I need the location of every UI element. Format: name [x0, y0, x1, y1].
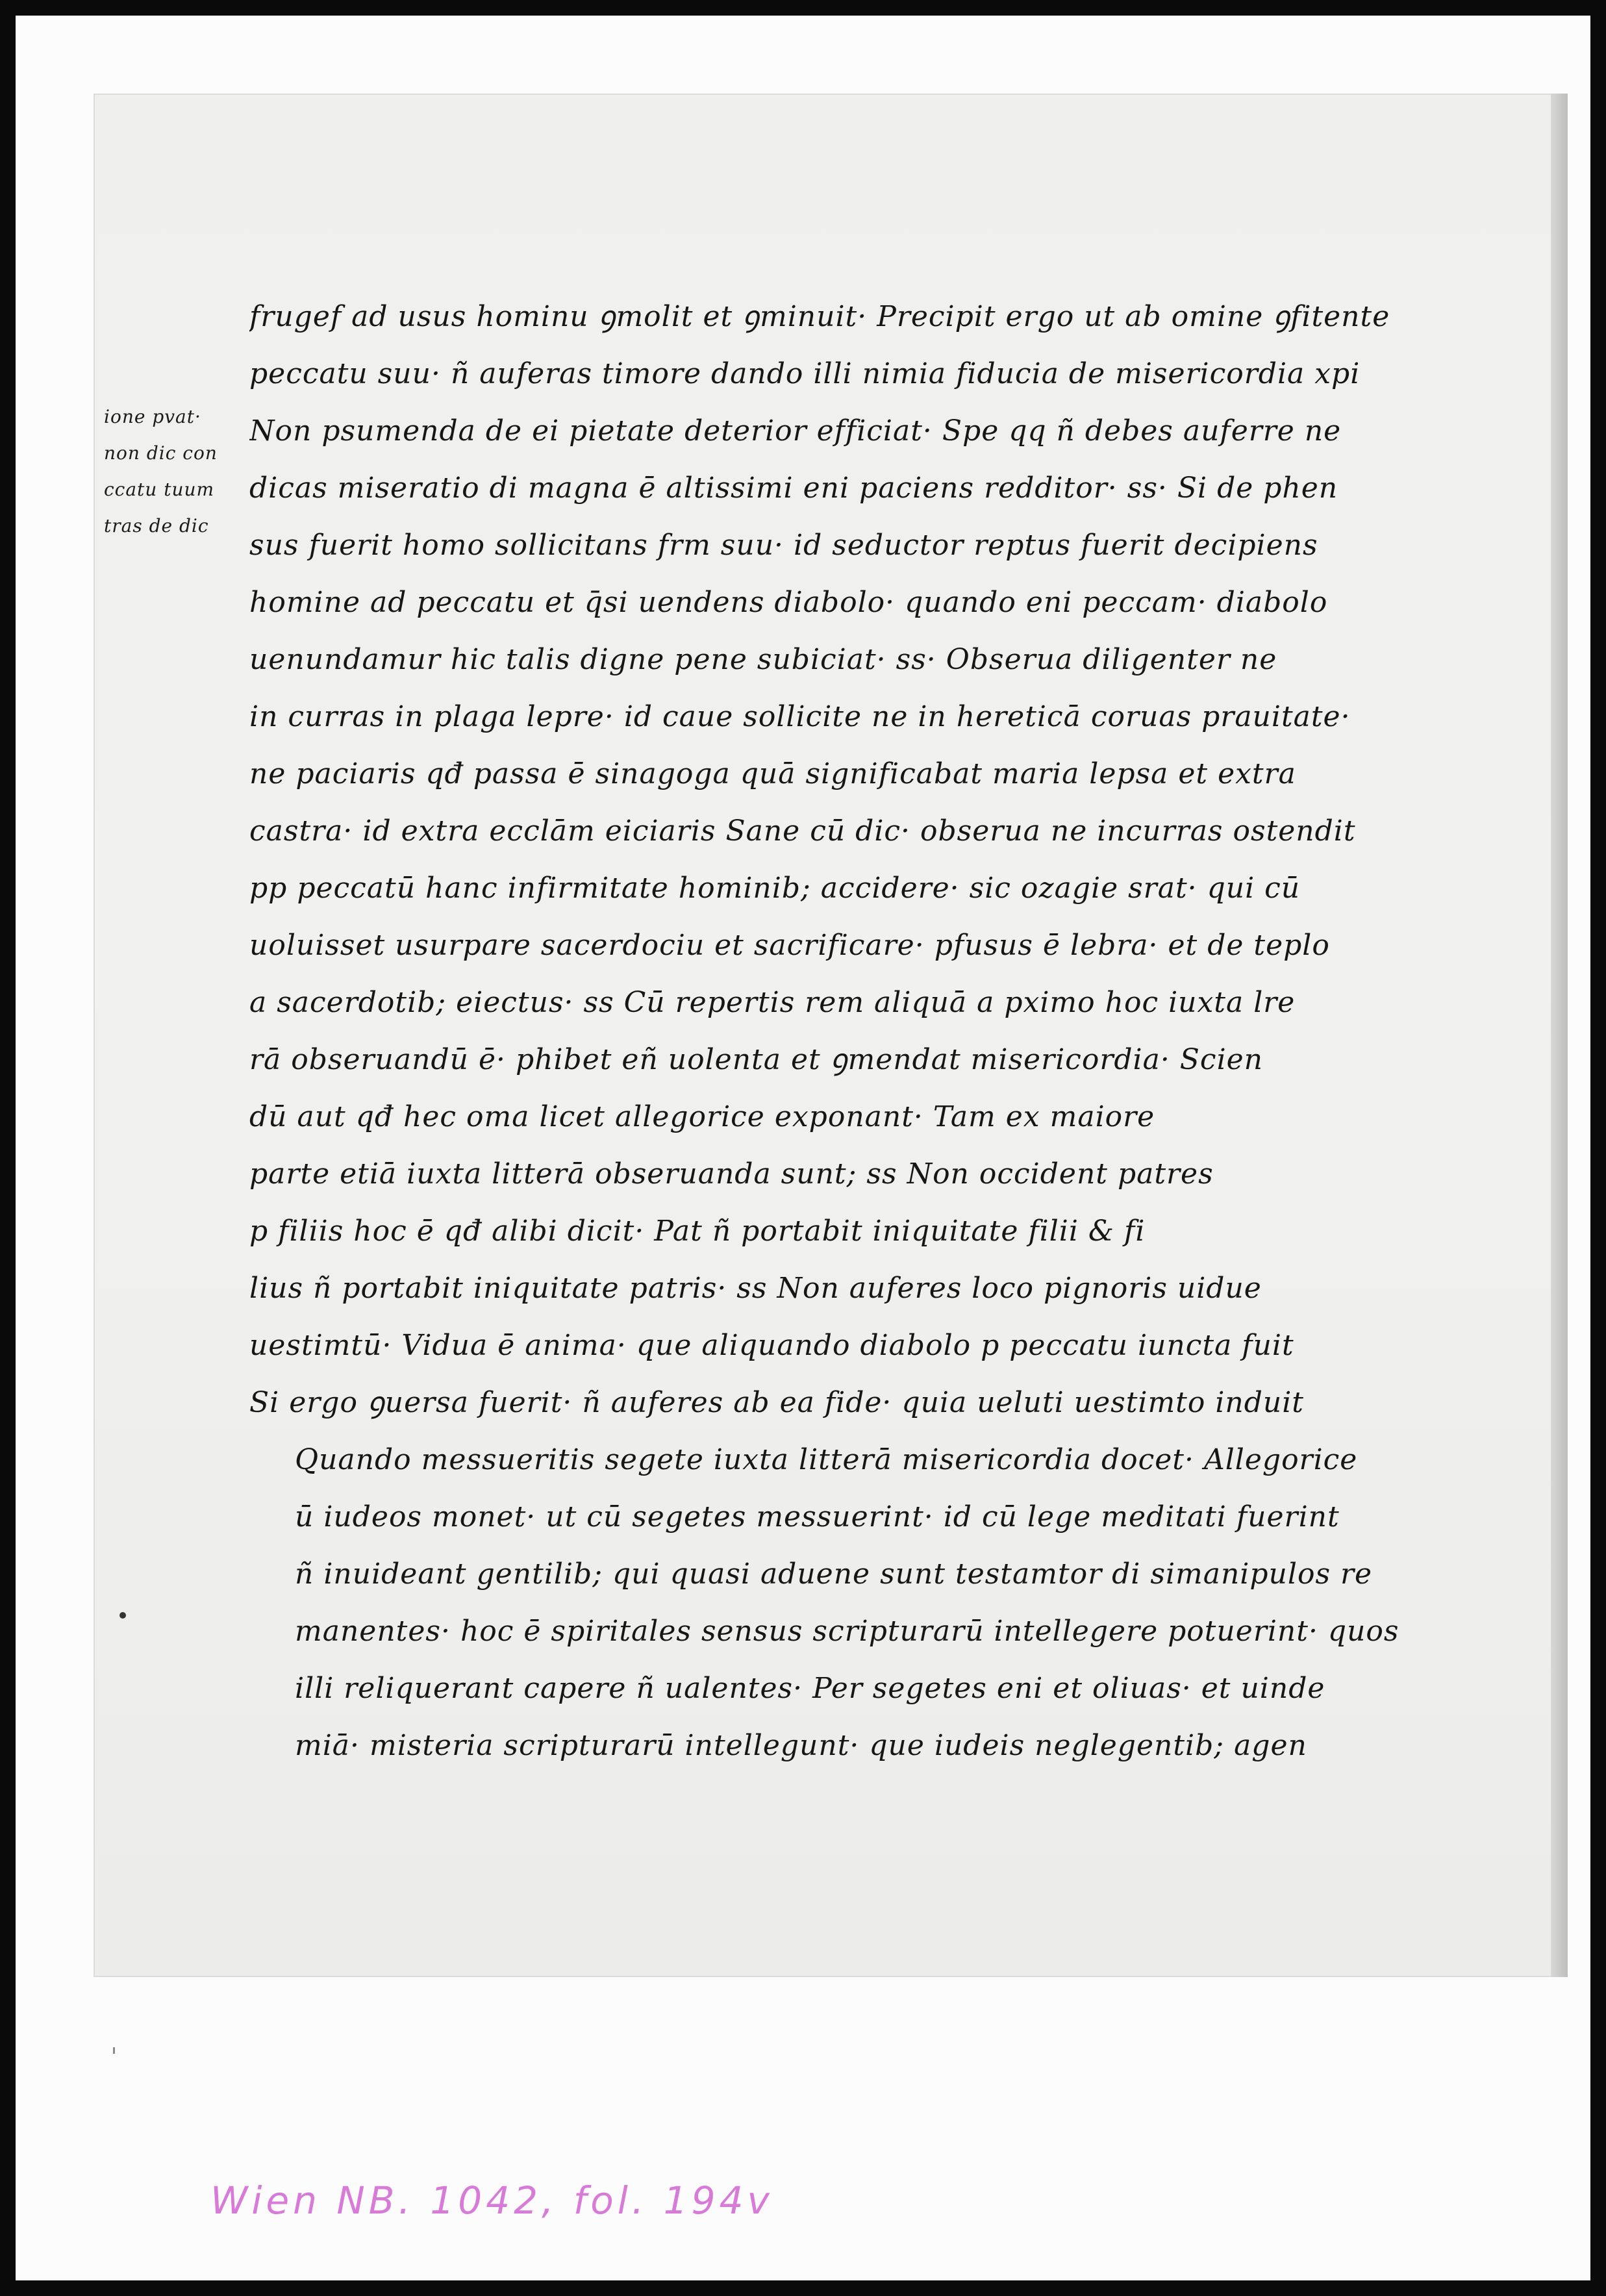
text-line: dū aut qđ hec oma licet allegorice exponant· Tam ex maiore [249, 1100, 1155, 1133]
manuscript-leaf [94, 94, 1568, 1977]
text-line: Si ergo ꝯuersa fuerit· ñ auferes ab ea fide· quia ueluti uestimto induit [249, 1386, 1304, 1419]
marginal-note-line: ccatu tuum [104, 479, 215, 500]
text-line: in curras in plaga lepre· id caue sollicite ne in hereticā coruas prauitate· [249, 700, 1351, 733]
text-line: illi reliquerant capere ñ ualentes· Per segetes eni et oliuas· et uinde [295, 1672, 1325, 1705]
text-line: uenundamur hic talis digne pene subiciat· ss· Obserua diligenter ne [249, 643, 1277, 676]
text-line: rā obseruandū ē· phibet eñ uolenta et ꝯmendat misericordia· Scien [249, 1043, 1264, 1076]
text-line: miā· misteria scripturarū intellegunt· que iudeis neglegentib; agen [295, 1729, 1307, 1762]
text-line: ñ inuideant gentilib; qui quasi aduene sunt testamtor di simanipulos re [295, 1558, 1373, 1591]
text-line: lius ñ portabit iniquitate patris· ss Non auferes loco pignoris uidue [249, 1272, 1262, 1305]
manuscript-text-block [249, 288, 1535, 1774]
marginal-note-line: ione pvat· [104, 406, 201, 427]
page-gutter [1551, 94, 1568, 1977]
marginal-note-line: tras de dic [104, 515, 209, 536]
text-line: castra· id extra ecclām eiciaris Sane cū dic· obserua ne incurras ostendit [249, 814, 1356, 848]
text-line: Quando messueritis segete iuxta litterā misericordia docet· Allegorice [295, 1443, 1358, 1476]
marginal-note-line: non dic con [104, 442, 218, 464]
text-line: Non psumenda de ei pietate deterior efficiat· Spe qq ñ debes auferre ne [249, 414, 1342, 448]
text-line: a sacerdotib; eiectus· ss Cū repertis rem aliquā a pximo hoc iuxta lre [249, 986, 1296, 1019]
text-line: p filiis hoc ē qđ alibi dicit· Pat ñ portabit iniquitate filii & fi [249, 1215, 1146, 1248]
text-line: uestimtū· Vidua ē anima· que aliquando diabolo p peccatu iuncta fuit [249, 1329, 1294, 1362]
text-line: peccatu suu· ñ auferas timore dando illi nimia fiducia de misericordia xpi [249, 357, 1361, 390]
text-line: ne paciaris qđ passa ē sinagoga quā significabat maria lepsa et extra [249, 757, 1296, 790]
text-line: dicas miseratio di magna ē altissimi eni paciens redditor· ss· Si de phen [249, 472, 1338, 505]
paper-mark [113, 2047, 115, 2054]
text-line: uoluisset usurpare sacerdociu et sacrificare· pfusus ē lebra· et de teplo [249, 929, 1330, 962]
text-line: manentes· hoc ē spiritales sensus scripturarū intellegere potuerint· quos [295, 1615, 1399, 1648]
text-line: parte etiā iuxta litterā obseruanda sunt; ss Non occident patres [249, 1157, 1214, 1191]
text-line: ū iudeos monet· ut cū segetes messuerint· id cū lege meditati fuerint [295, 1500, 1340, 1533]
shelfmark-caption: Wien NB. 1042, fol. 194v [210, 2178, 773, 2223]
text-line: pp peccatū hanc infirmitate hominib; accidere· sic ozagie srat· qui cū [249, 872, 1301, 905]
text-line: sus fuerit homo sollicitans frm suu· id seductor reptus fuerit decipiens [249, 529, 1318, 562]
ink-speck [119, 1612, 126, 1619]
text-line: homine ad peccatu et q̄si uendens diabolo· quando eni peccam· diabolo [249, 586, 1328, 619]
text-line: frugef ad usus hominu ꝯmolit et ꝯminuit· Precipit ergo ut ab omine ꝯfitente [249, 300, 1390, 333]
